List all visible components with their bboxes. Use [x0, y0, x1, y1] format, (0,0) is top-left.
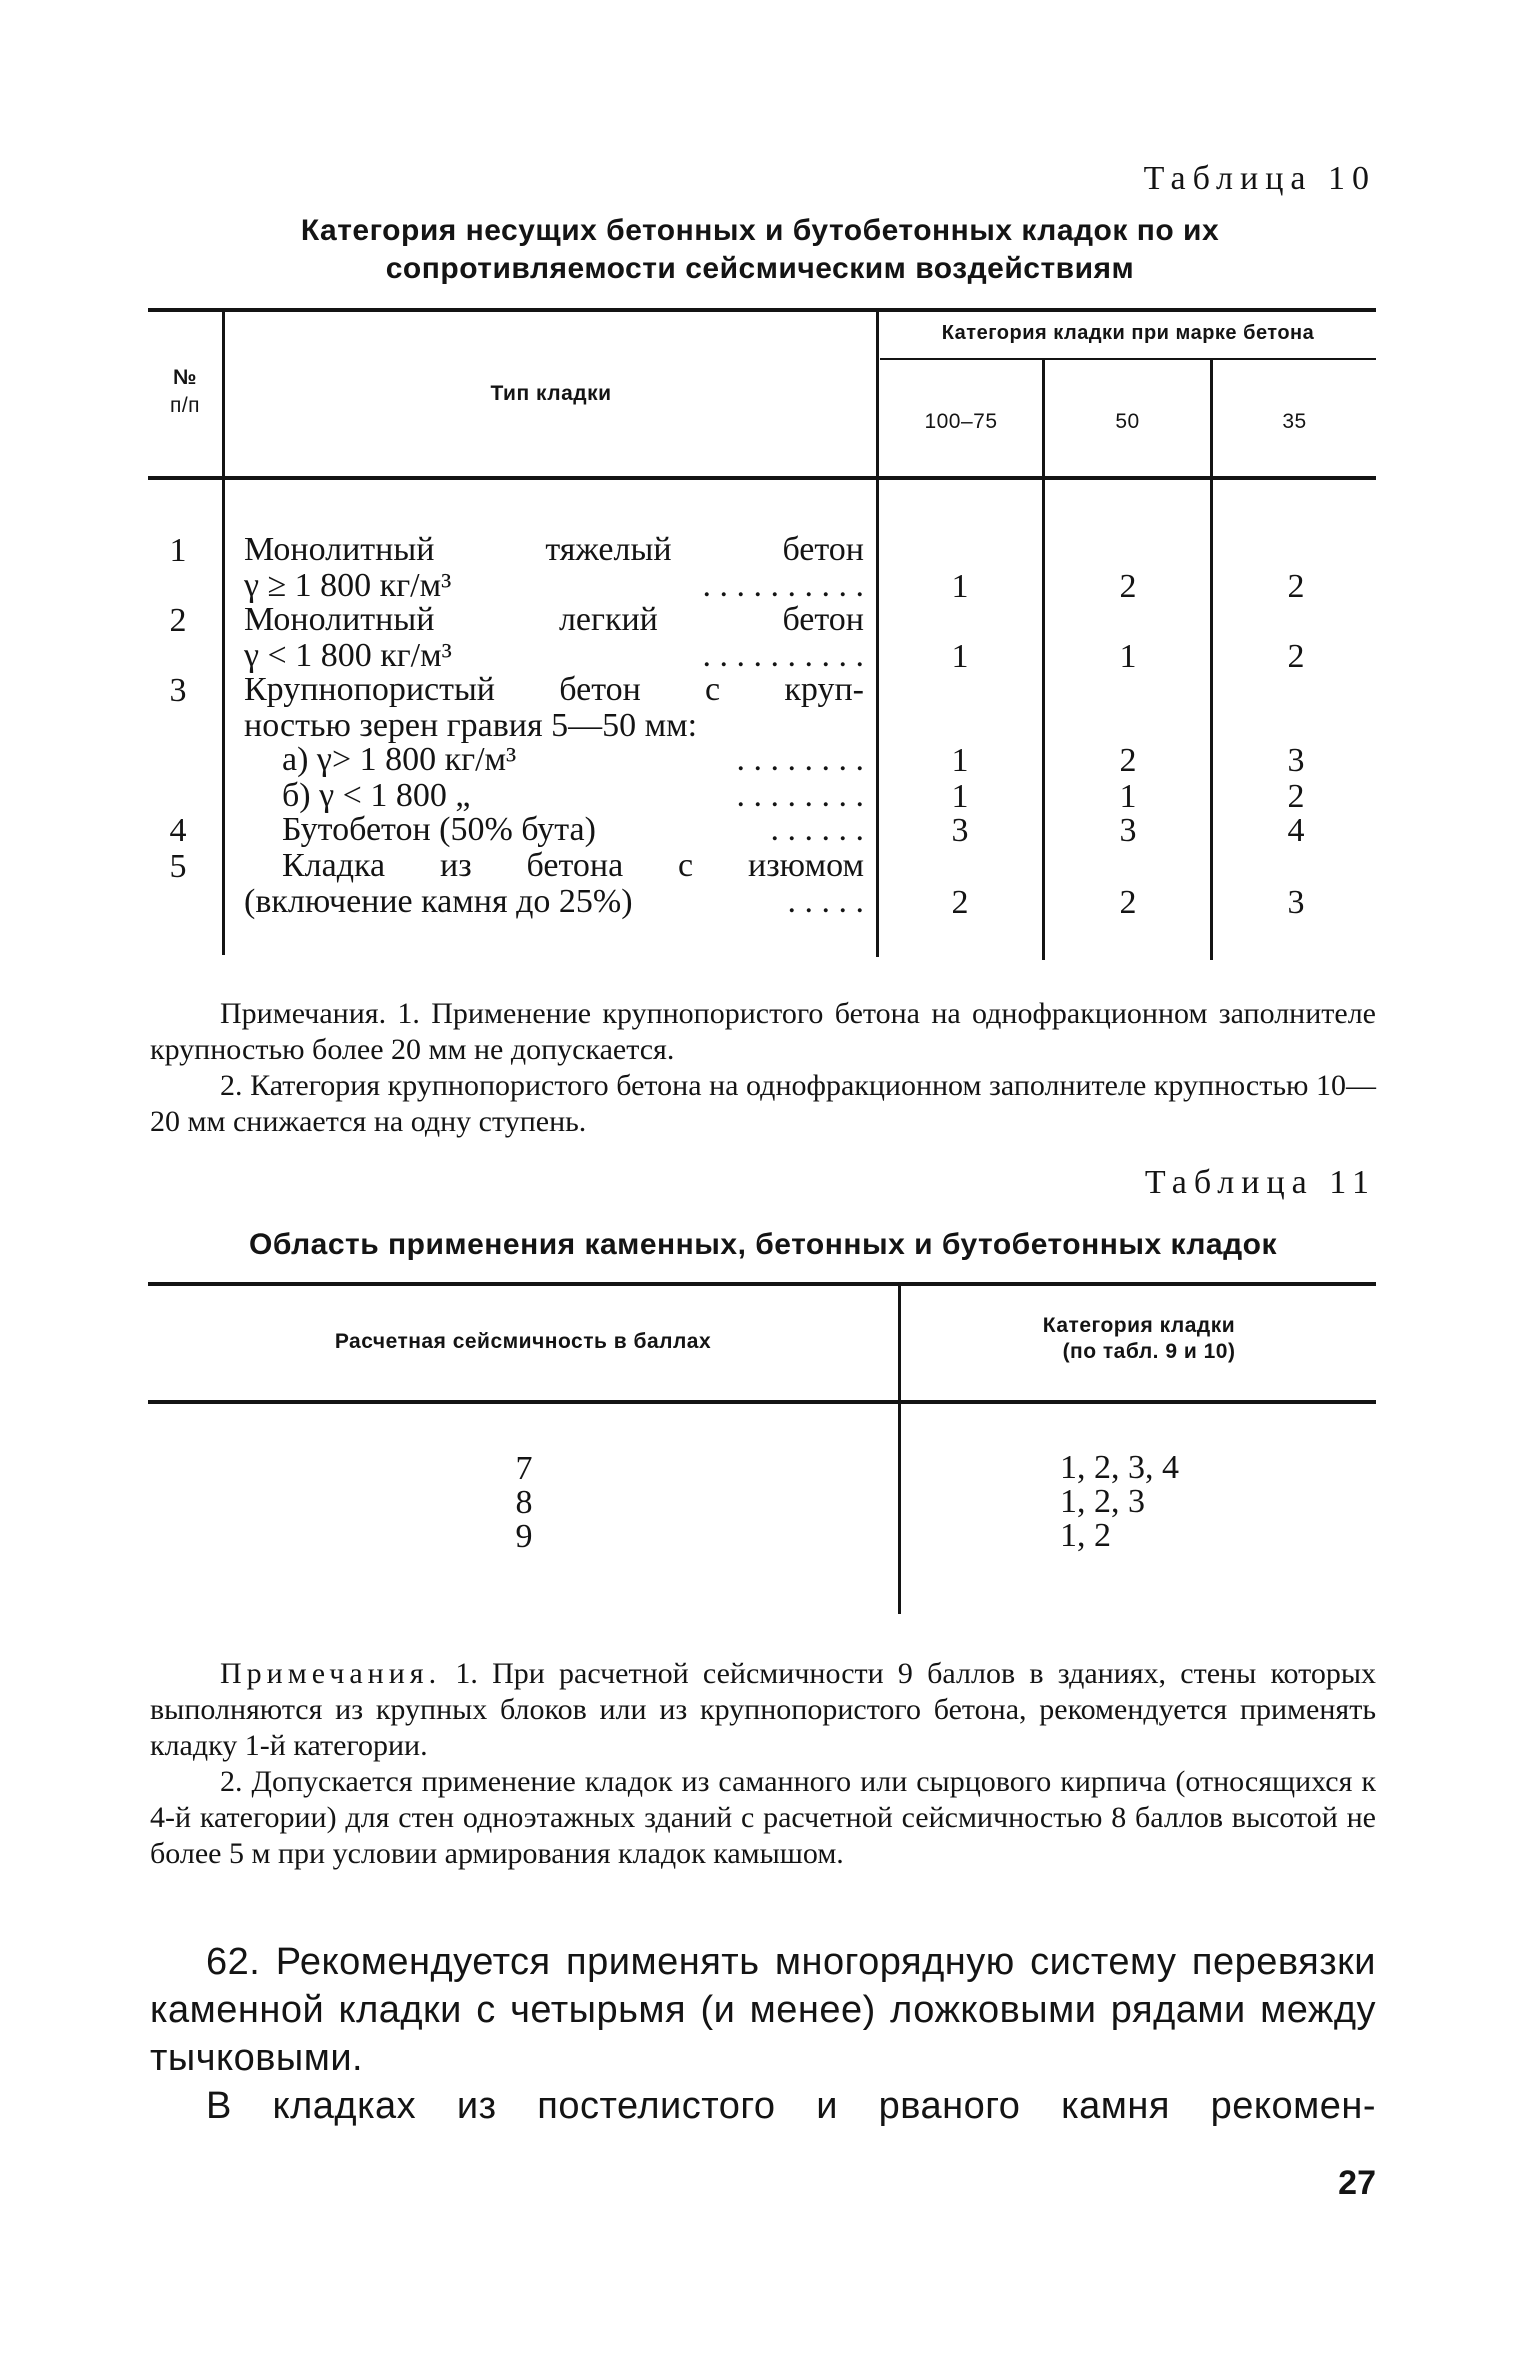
table10-rownum-3: 3	[169, 672, 187, 709]
table10-row1-leader: . . . . . . . . . .	[702, 568, 864, 604]
table10-row3b-text	[282, 778, 864, 814]
table10-row1-line2: γ ≥ 1 800 кг/м³	[244, 567, 452, 604]
table11-notes-label: Примечания.	[220, 1657, 442, 1690]
table10-vline-4	[1210, 360, 1213, 960]
table11-note-2: 2. Допускается применение кладок из саманного или сырцового кирпича (относящихся к 4-й категории) для стен одноэтажных зданий с расчетной сейсмичностью 8 баллов высотой не более 5 м при условии армирования кладок камышом.	[150, 1765, 1376, 1870]
table10-note-2: 2. Категория крупнопористого бетона на однофракционном заполнителе крупностью 10—20 мм снижается на одну ступень.	[150, 1069, 1376, 1138]
table10-r3b-v3: 2	[1287, 778, 1305, 815]
table10-row3a-text	[282, 742, 864, 778]
table10-row5-line1: Кладка из бетона с изюмом	[282, 847, 864, 884]
table11-row3-category: 1, 2	[1060, 1517, 1111, 1554]
table10-vline-1b	[222, 480, 225, 955]
table11-row2-seismic: 8	[515, 1484, 533, 1521]
table10-row5-leader: . . . . .	[787, 884, 864, 920]
table11-caption: Область применения каменных, бетонных и бутобетонных кладок	[248, 1228, 1277, 1261]
table11-vline-header	[898, 1286, 901, 1404]
table10-rownum-2: 2	[169, 602, 187, 639]
table10-label: Таблица 10	[1143, 160, 1376, 197]
table10-header-category: Категория кладки при марке бетона	[941, 322, 1315, 344]
table10-r5-v1: 2	[951, 884, 969, 921]
table10-rownum-5: 5	[169, 848, 187, 885]
table10-r5-v2: 2	[1119, 884, 1137, 921]
table10-note-1: Примечания. 1. Применение крупнопористого бетона на однофракционном заполнителе крупностью более 20 мм не допускается.	[150, 997, 1376, 1066]
table10-row3-text	[244, 672, 864, 744]
table10-rownum-1: 1	[169, 532, 187, 569]
table10-r2-v3: 2	[1287, 638, 1305, 675]
table10-r4-v3: 4	[1287, 812, 1305, 849]
table11-row3-seismic: 9	[515, 1518, 533, 1555]
table11-top-rule	[148, 1282, 1376, 1286]
table11-header-seismic: Расчетная сейсмичность в баллах	[334, 1330, 712, 1353]
table10-r1-v2: 2	[1119, 568, 1137, 605]
table10-r2-v1: 1	[951, 638, 969, 675]
table11-note1-text: 1. При расчетной сейсмичности 9 баллов в зданиях, стены которых выполняются из крупных блоков или из крупнопористого бетона, рекомендуется применять кладку 1-й категории.	[150, 1657, 1377, 1762]
table10-vline-3	[1042, 360, 1045, 960]
table11-row2-category: 1, 2, 3	[1060, 1483, 1145, 1520]
table10-row3a-leader: . . . . . . . .	[736, 742, 864, 778]
table10-row2-line1: Монолитный легкий бетон	[244, 601, 864, 638]
table11-row1-seismic: 7	[515, 1450, 533, 1487]
table10-r1-v1: 1	[951, 568, 969, 605]
table10-r3a-v1: 1	[951, 742, 969, 779]
table10-header-num2: п/п	[169, 394, 201, 417]
table10-header-grade-2: 50	[1115, 410, 1140, 433]
table10-header-num: №	[173, 366, 197, 389]
table10-r5-v3: 3	[1287, 884, 1305, 921]
table10-caption-line2: сопротивляемости сейсмическим воздействиям	[385, 252, 1135, 285]
table10-row4-text	[282, 812, 864, 848]
table10-row2-line2: γ < 1 800 кг/м³	[244, 637, 452, 674]
table10-row5-line2: (включение камня до 25%)	[244, 883, 633, 920]
table10-top-rule	[148, 308, 1376, 312]
table10-header-rule	[148, 476, 1376, 480]
table10-vline-2	[876, 312, 879, 957]
table11-header-rule	[148, 1400, 1376, 1404]
table11-label: Таблица 11	[1144, 1164, 1376, 1201]
paragraph-62: 62. Рекомендуется применять многорядную систему перевязки каменной кладки с четырьмя (и менее) ложковыми рядами между тычковыми.	[150, 1941, 1376, 2079]
table10-row3-line2: ностью зерен гравия 5—50 мм:	[244, 707, 698, 744]
table10-header-type: Тип кладки	[490, 382, 612, 405]
table10-header-grade-1: 100–75	[924, 410, 998, 433]
page-number: 27	[1338, 2164, 1376, 2202]
table10-row2-text	[244, 602, 864, 674]
table10-row3b-line: б) γ < 1 800 „	[282, 777, 471, 814]
table10-row3-line1: Крупнопористый бетон с круп-	[244, 671, 864, 708]
table10-row4-line: Бутобетон (50% бута)	[282, 811, 596, 848]
table10-caption	[150, 212, 1370, 288]
table11-header-category2: (по табл. 9 и 10)	[1062, 1340, 1236, 1363]
table10-header-grade-3: 35	[1282, 410, 1307, 433]
table10-rownum-4: 4	[169, 812, 187, 849]
table10-r3a-v3: 3	[1287, 742, 1305, 779]
table10-row1-text	[244, 532, 864, 604]
table11-header-category1: Категория кладки	[1042, 1314, 1236, 1337]
table10-row2-leader: . . . . . . . . . .	[702, 638, 864, 674]
table10-r3a-v2: 2	[1119, 742, 1137, 779]
table10-row4-leader: . . . . . .	[770, 812, 864, 848]
table10-header-subrule	[880, 358, 1376, 360]
paragraph-next: В кладках из постелистого и рваного камня рекомен-	[206, 2085, 1376, 2127]
table10-r1-v3: 2	[1287, 568, 1305, 605]
table10-r3b-v1: 1	[951, 778, 969, 815]
table10-caption-line1: Категория несущих бетонных и бутобетонных кладок по их	[300, 214, 1220, 247]
table10-row3b-leader: . . . . . . . .	[736, 778, 864, 814]
table10-r3b-v2: 1	[1119, 778, 1137, 815]
table10-row1-line1: Монолитный тяжелый бетон	[244, 531, 864, 568]
table10-r4-v1: 3	[951, 812, 969, 849]
table11-note-1	[150, 1656, 1376, 1764]
table10-row5-text	[244, 848, 864, 920]
table10-r4-v2: 3	[1119, 812, 1137, 849]
table11-vline-body	[898, 1404, 901, 1614]
table10-r2-v2: 1	[1119, 638, 1137, 675]
table11-row1-category: 1, 2, 3, 4	[1060, 1449, 1179, 1486]
table10-row3a-line: а) γ> 1 800 кг/м³	[282, 741, 517, 778]
